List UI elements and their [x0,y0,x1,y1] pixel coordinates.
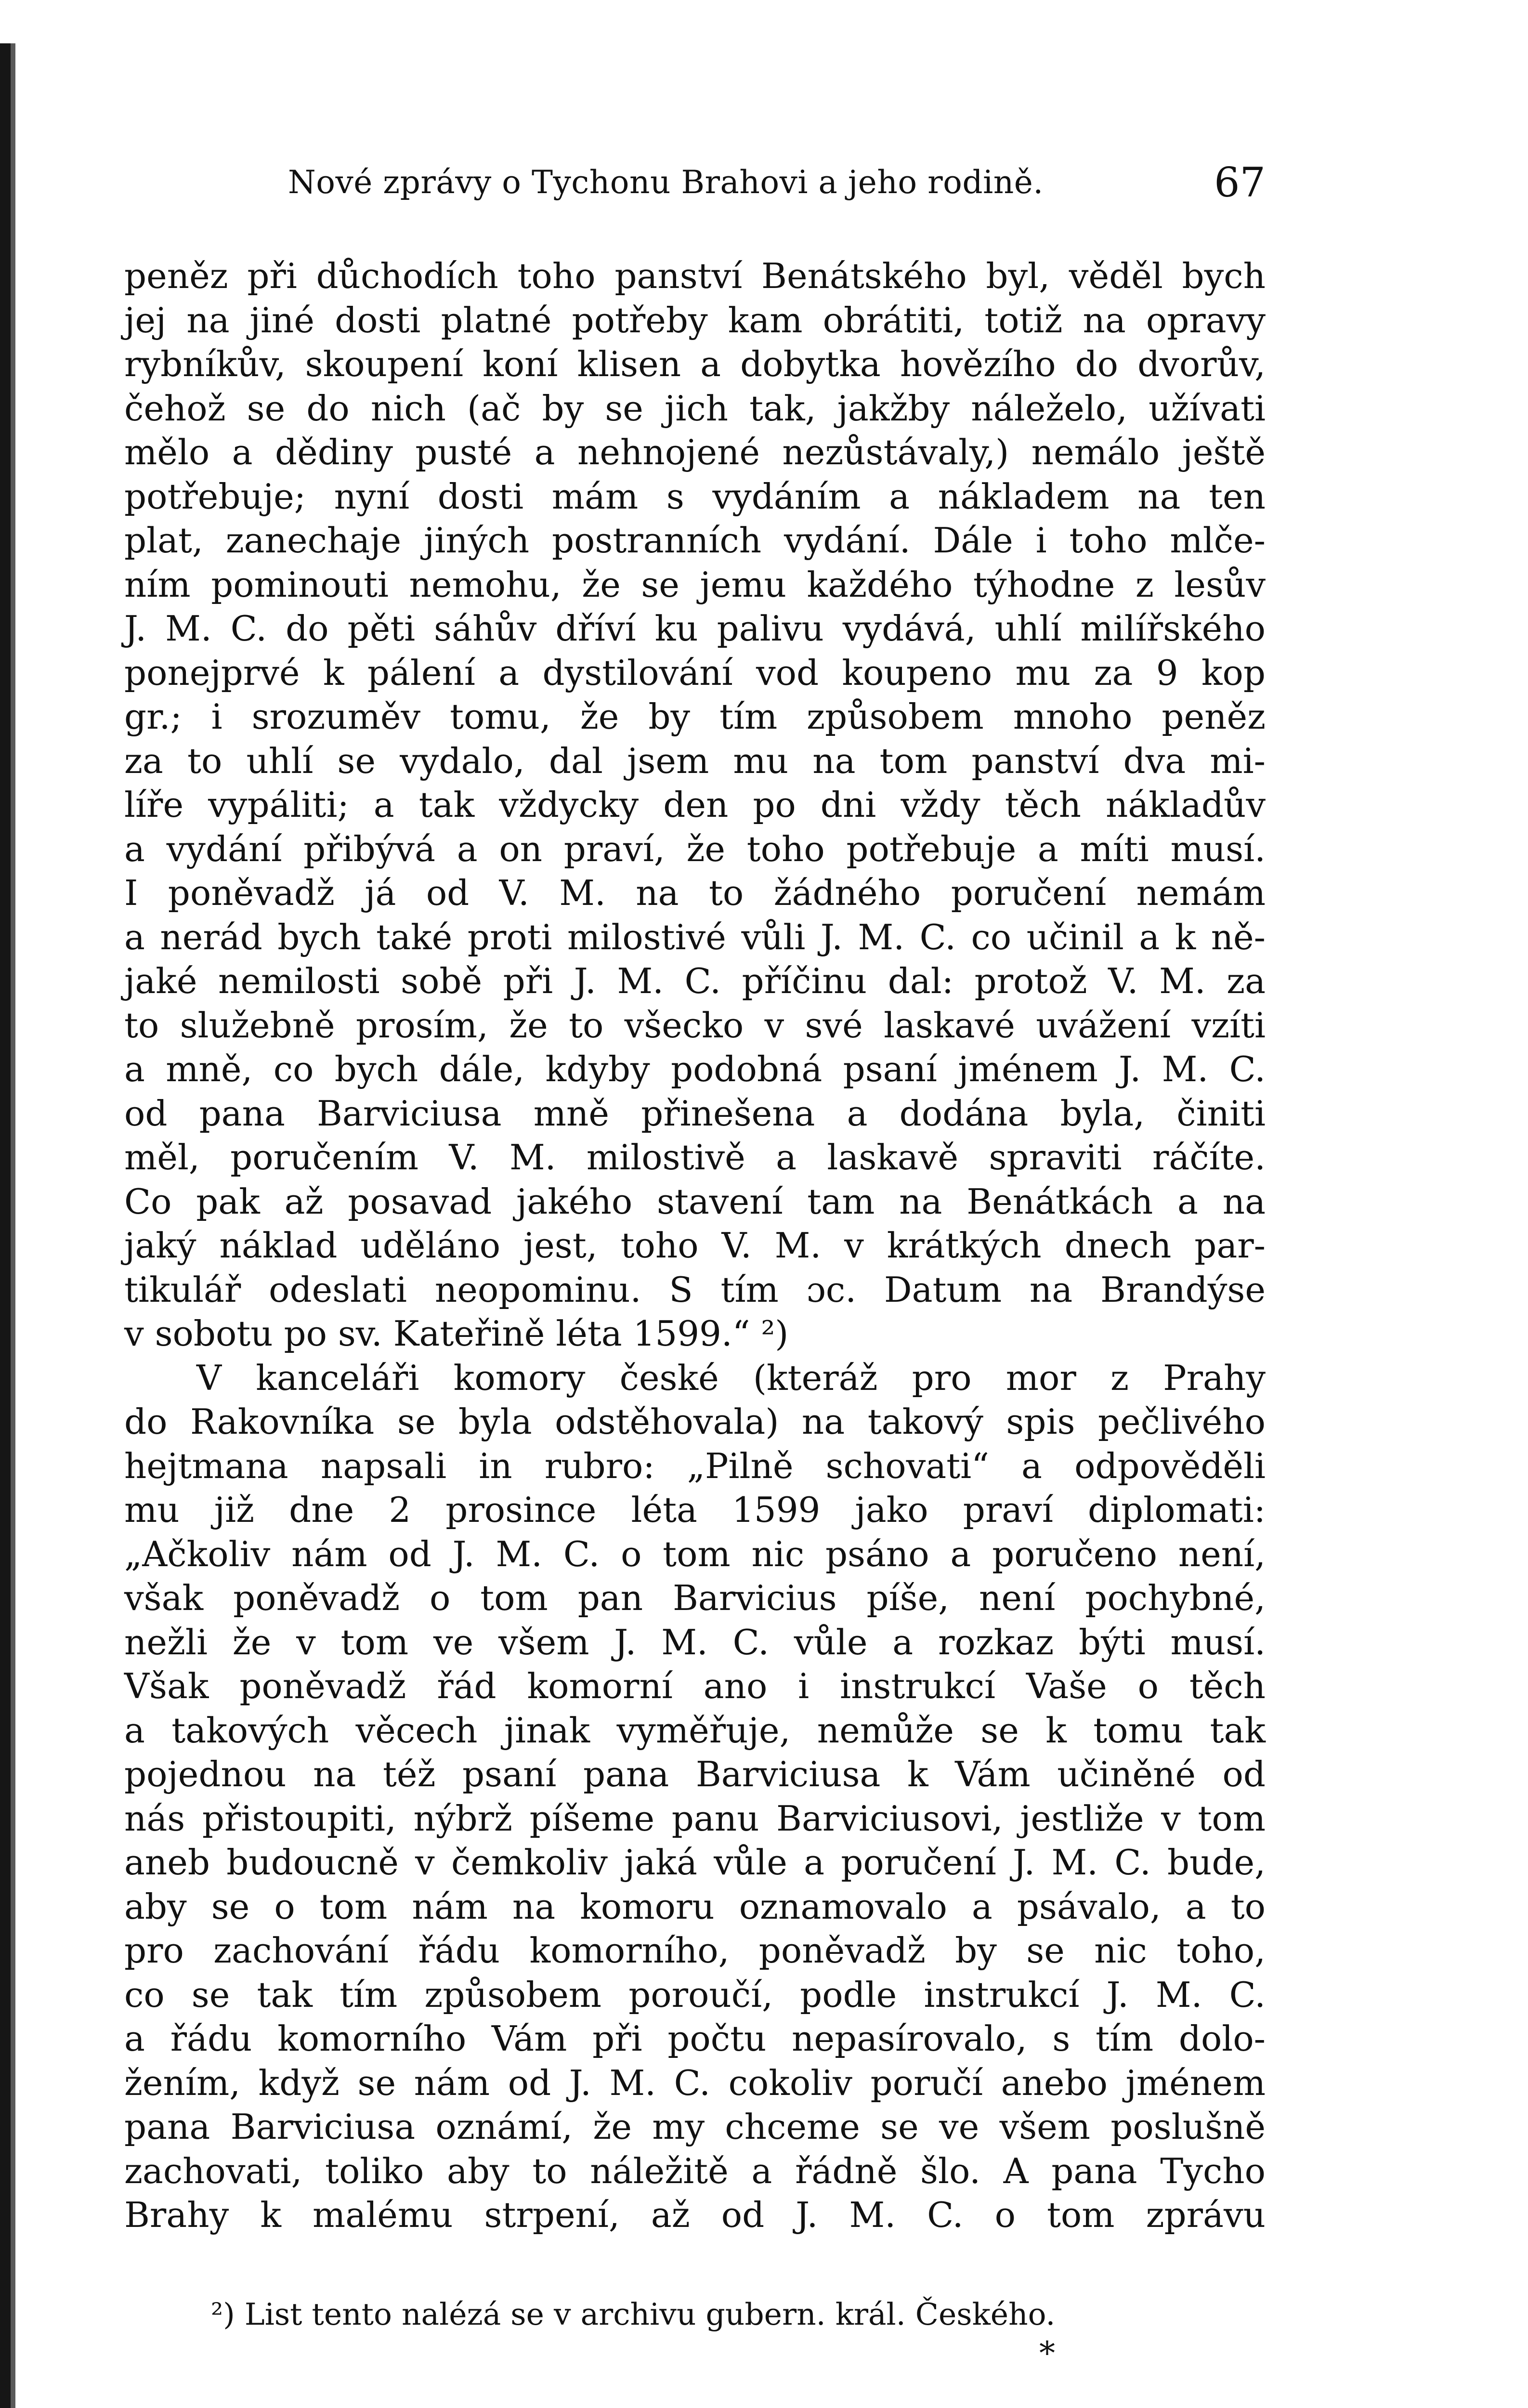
body-text [124,254,1266,2238]
text-line: za to uhlí se vydalo, dal jsem mu na tom panství dva mi- [124,740,1266,781]
book-page [124,159,1266,2370]
paragraph-start-line: V kanceláři komory české (kteráž pro mor z Prahy [196,1357,1266,1398]
text-line: od pana Barviciusa mně přinešena a dodána byla, činiti [124,1093,1266,1134]
text-line: a nerád bych také proti milostivé vůli J. M. C. co učinil a k ně- [124,916,1266,957]
page-number: 67 [1214,159,1266,206]
text-line: mělo a dědiny pusté a nehnojené nezůstávaly,) nemálo ještě [124,432,1266,472]
text-line: to služebně prosím, že to všecko v své laskavé uvážení vzíti [124,1005,1266,1046]
text-line: nežli že v tom ve všem J. M. C. vůle a rozkaz býti musí. [124,1622,1266,1662]
text-line: zachovati, toliko aby to náležitě a řádně šlo. A pana Tycho [124,2150,1266,2191]
text-line: Však poněvadž řád komorní ano i instrukcí Vaše o těch [124,1666,1266,1706]
text-line: jej na jiné dosti platné potřeby kam obrátiti, totiž na opravy [124,300,1266,340]
text-line: a řádu komorního Vám při počtu nepasírovalo, s tím dolo- [124,2018,1266,2059]
footnote: ²) List tento nalézá se v archivu gubern. král. Českého. [211,2296,1056,2332]
paragraph-end-line: v sobotu po sv. Kateřině léta 1599.“ ²) [124,1313,789,1354]
text-line: tikulář odeslati neopominu. S tím ɔc. Datum na Brandýse [124,1269,1266,1310]
text-line: do Rakovníka se byla odstěhovala) na takový spis pečlivého [124,1401,1266,1442]
text-line: Co pak až posavad jakého stavení tam na Benátkách a na [124,1181,1266,1222]
text-line: jaký náklad uděláno jest, toho V. M. v krátkých dnech par- [124,1225,1266,1266]
text-line: gr.; i srozuměv tomu, že by tím způsobem mnoho peněz [124,696,1266,737]
text-line: hejtmana napsali in rubro: „Pilně schovati“ a odpověděli [124,1445,1266,1486]
text-line: pro zachování řádu komorního, poněvadž by se nic toho, [124,1930,1266,1971]
text-line: „Ačkoliv nám od J. M. C. o tom nic psáno a poručeno není, [124,1533,1266,1574]
text-line: plat, zanechaje jiných postranních vydání. Dále i toho mlče- [124,520,1266,561]
running-head [124,159,1266,217]
text-line: Brahy k malému strpení, až od J. M. C. o tom zprávu [124,2195,1266,2235]
text-line: potřebuje; nyní dosti mám s vydáním a nákladem na ten [124,476,1266,517]
text-line: J. M. C. do pěti sáhův dříví ku palivu vydává, uhlí milířského [124,608,1266,649]
text-line: aby se o tom nám na komoru oznamovalo a psávalo, a to [124,1886,1266,1927]
text-line: líře vypáliti; a tak vždycky den po dni vždy těch nákladův [124,785,1266,825]
text-line: žením, když se nám od J. M. C. cokoliv poručí anebo jménem [124,2062,1266,2103]
text-line: jaké nemilosti sobě při J. M. C. příčinu dal: protož V. M. za [124,961,1266,1001]
scan-edge-gradient [11,43,15,2408]
text-line: aneb budoucně v čemkoliv jaká vůle a poručení J. M. C. bude, [124,1842,1266,1883]
text-line: peněz při důchodích toho panství Benátského byl, věděl bych [124,256,1266,296]
text-line: ponejprvé k pálení a dystilování vod koupeno mu za 9 kop [124,652,1266,693]
text-line: měl, poručením V. M. milostivě a laskavě spraviti ráčíte. [124,1137,1266,1178]
text-line: I poněvadž já od V. M. na to žádného poručení nemám [124,873,1266,913]
text-line: rybníkův, skoupení koní klisen a dobytka hovězího do dvorův, [124,344,1266,384]
text-line: a mně, co bych dále, kdyby podobná psaní jménem J. M. C. [124,1049,1266,1089]
text-line: čehož se do nich (ač by se jich tak, jakžby náleželo, užívati [124,388,1266,429]
text-line: mu již dne 2 prosince léta 1599 jako praví diplomati: [124,1490,1266,1530]
text-line: a takových věcech jinak vyměřuje, nemůže se k tomu tak [124,1710,1266,1751]
text-line: pana Barviciusa oznámí, že my chceme se ve všem poslušně [124,2107,1266,2147]
text-line: ním pominouti nemohu, že se jemu každého týhodne z lesův [124,564,1266,605]
running-title: Nové zprávy o Tychonu Brahovi a jeho rodině. [288,164,1044,201]
text-line: co se tak tím způsobem poroučí, podle instrukcí J. M. C. [124,1974,1266,2015]
scan-edge-shadow [0,43,11,2408]
footnote-spacer [124,2238,1266,2295]
text-line: nás přistoupiti, nýbrž píšeme panu Barviciusovi, jestliže v tom [124,1798,1266,1839]
text-line: však poněvadž o tom pan Barvicius píše, není pochybné, [124,1578,1266,1618]
signature-mark: * [1039,2334,1055,2372]
text-line: a vydání přibývá a on praví, že toho potřebuje a míti musí. [124,828,1266,869]
text-line: pojednou na též psaní pana Barviciusa k Vám učiněné od [124,1754,1266,1794]
